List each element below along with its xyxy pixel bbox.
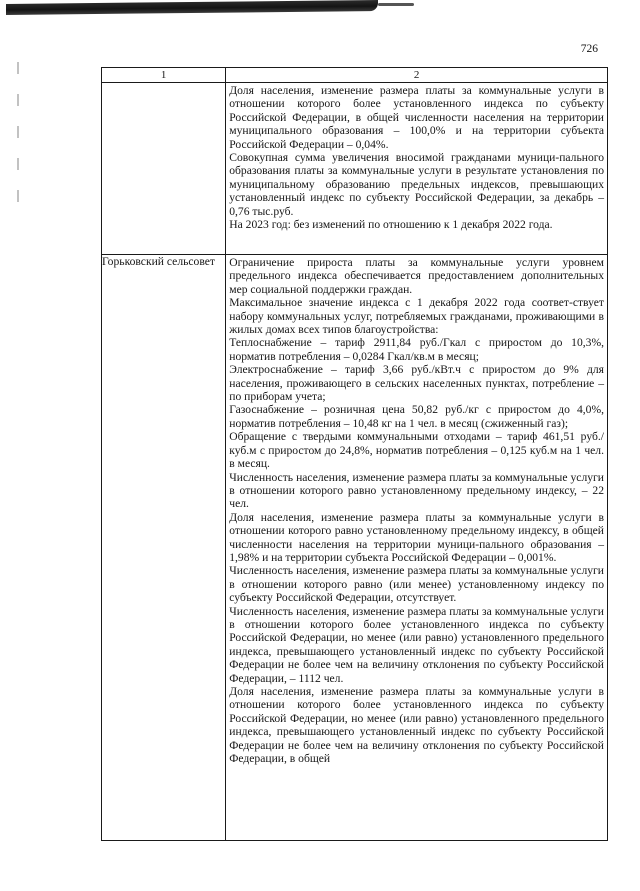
paragraph: Доля населения, изменение размера платы за коммунальные услуги в отношении которого более установленного индекса по субъекту Российской Федерации, но менее (или равно) установленного предельного индекса, превышающего установленный индекс по субъекту Российской Федерации не более чем на величину отклонения по субъекту Российской Федерации, в общей bbox=[229, 685, 604, 766]
scan-artifact-streak bbox=[6, 0, 378, 15]
page-number: 726 bbox=[580, 43, 598, 55]
paragraph: Обращение с твердыми коммунальными отходами – тариф 461,51 руб./куб.м с приростом до 24,8%, норматив потребления – 0,125 куб.м на 1 чел. в месяц. bbox=[229, 430, 604, 471]
row-label-municipality: Горьковский сельсовет bbox=[102, 255, 226, 841]
paragraph: Максимальное значение индекса с 1 декабря 2022 года соответ-ствует набору коммунальных услуг, потребляемых гражданами, проживающими в жилых домах всех типов благоустройства: bbox=[229, 296, 604, 337]
row-label bbox=[102, 83, 226, 255]
paragraph: Ограничение прироста платы за коммунальные услуги уровнем предельного индекса обеспечивается предоставлением дополнительных мер социальной поддержки граждан. bbox=[229, 256, 604, 296]
paragraph: На 2023 год: без изменений по отношению к 1 декабря 2022 года. bbox=[229, 218, 553, 232]
header-col-1: 1 bbox=[102, 68, 226, 83]
table-row bbox=[102, 83, 608, 255]
row-content bbox=[226, 83, 608, 255]
paragraph: Теплоснабжение – тариф 2911,84 руб./Гкал с приростом до 10,3%, норматив потребления – 0,0284 Гкал/кв.м в месяц; bbox=[229, 336, 604, 363]
paragraph: Численность населения, изменение размера платы за коммунальные услуги в отношении которого равно установленному предельному индексу, – 22 чел. bbox=[229, 470, 604, 511]
header-col-2: 2 bbox=[226, 68, 608, 83]
paragraph: Доля населения, изменение размера платы за коммунальные услуги в отношении которого равно установленному предельному индексу, в общей численности населения на территории муници-пального образования – 1,98% и на территории субъекта Российской Федерации – 0,001%. bbox=[229, 510, 604, 564]
scan-margin-marks bbox=[17, 62, 21, 222]
paragraph: Электроснабжение – тариф 3,66 руб./кВт.ч с приростом до 9% для населения, проживающего в сельских населенных пунктах, потребление – по приборам учета; bbox=[229, 363, 604, 404]
paragraph: Численность населения, изменение размера платы за коммунальные услуги в отношении которого равно (или менее) установленному индексу по субъекту Российской Федерации, отсутствует. bbox=[229, 564, 604, 605]
paragraph: Совокупная сумма увеличения вносимой гражданами муници-пального образования платы за коммунальные услуги в результате установления по муниципальному образованию предельных индексов, превышающих установленный индекс по субъекту Российской Федерации, за декабрь – 0,76 тыс.руб. bbox=[229, 151, 604, 218]
scan-artifact-tail bbox=[378, 3, 414, 6]
paragraph: Газоснабжение – розничная цена 50,82 руб./кг с приростом до 4,0%, норматив потребления – 10,48 кг на 1 чел. в месяц (сжиженный газ); bbox=[229, 403, 604, 430]
table-row bbox=[102, 255, 608, 841]
table-header-row bbox=[102, 68, 608, 83]
paragraph: Доля населения, изменение размера платы за коммунальные услуги в отношении которого более установленного индекса по субъекту Российской Федерации, в общей численности населения на территории муниципального образования – 100,0% и на территории субъекта Российской Федерации – 0,04%. bbox=[229, 84, 604, 151]
document-table bbox=[101, 67, 608, 841]
paragraph: Численность населения, изменение размера платы за коммунальные услуги в отношении которого более установленного индекса по субъекту Российской Федерации, но менее (или равно) установленного предельного индекса, превышающего установленный индекс по субъекту Российской Федерации не более чем на величину отклонения по субъекту Российской Федерации, – 1112 чел. bbox=[229, 604, 604, 685]
row-content bbox=[226, 255, 608, 841]
